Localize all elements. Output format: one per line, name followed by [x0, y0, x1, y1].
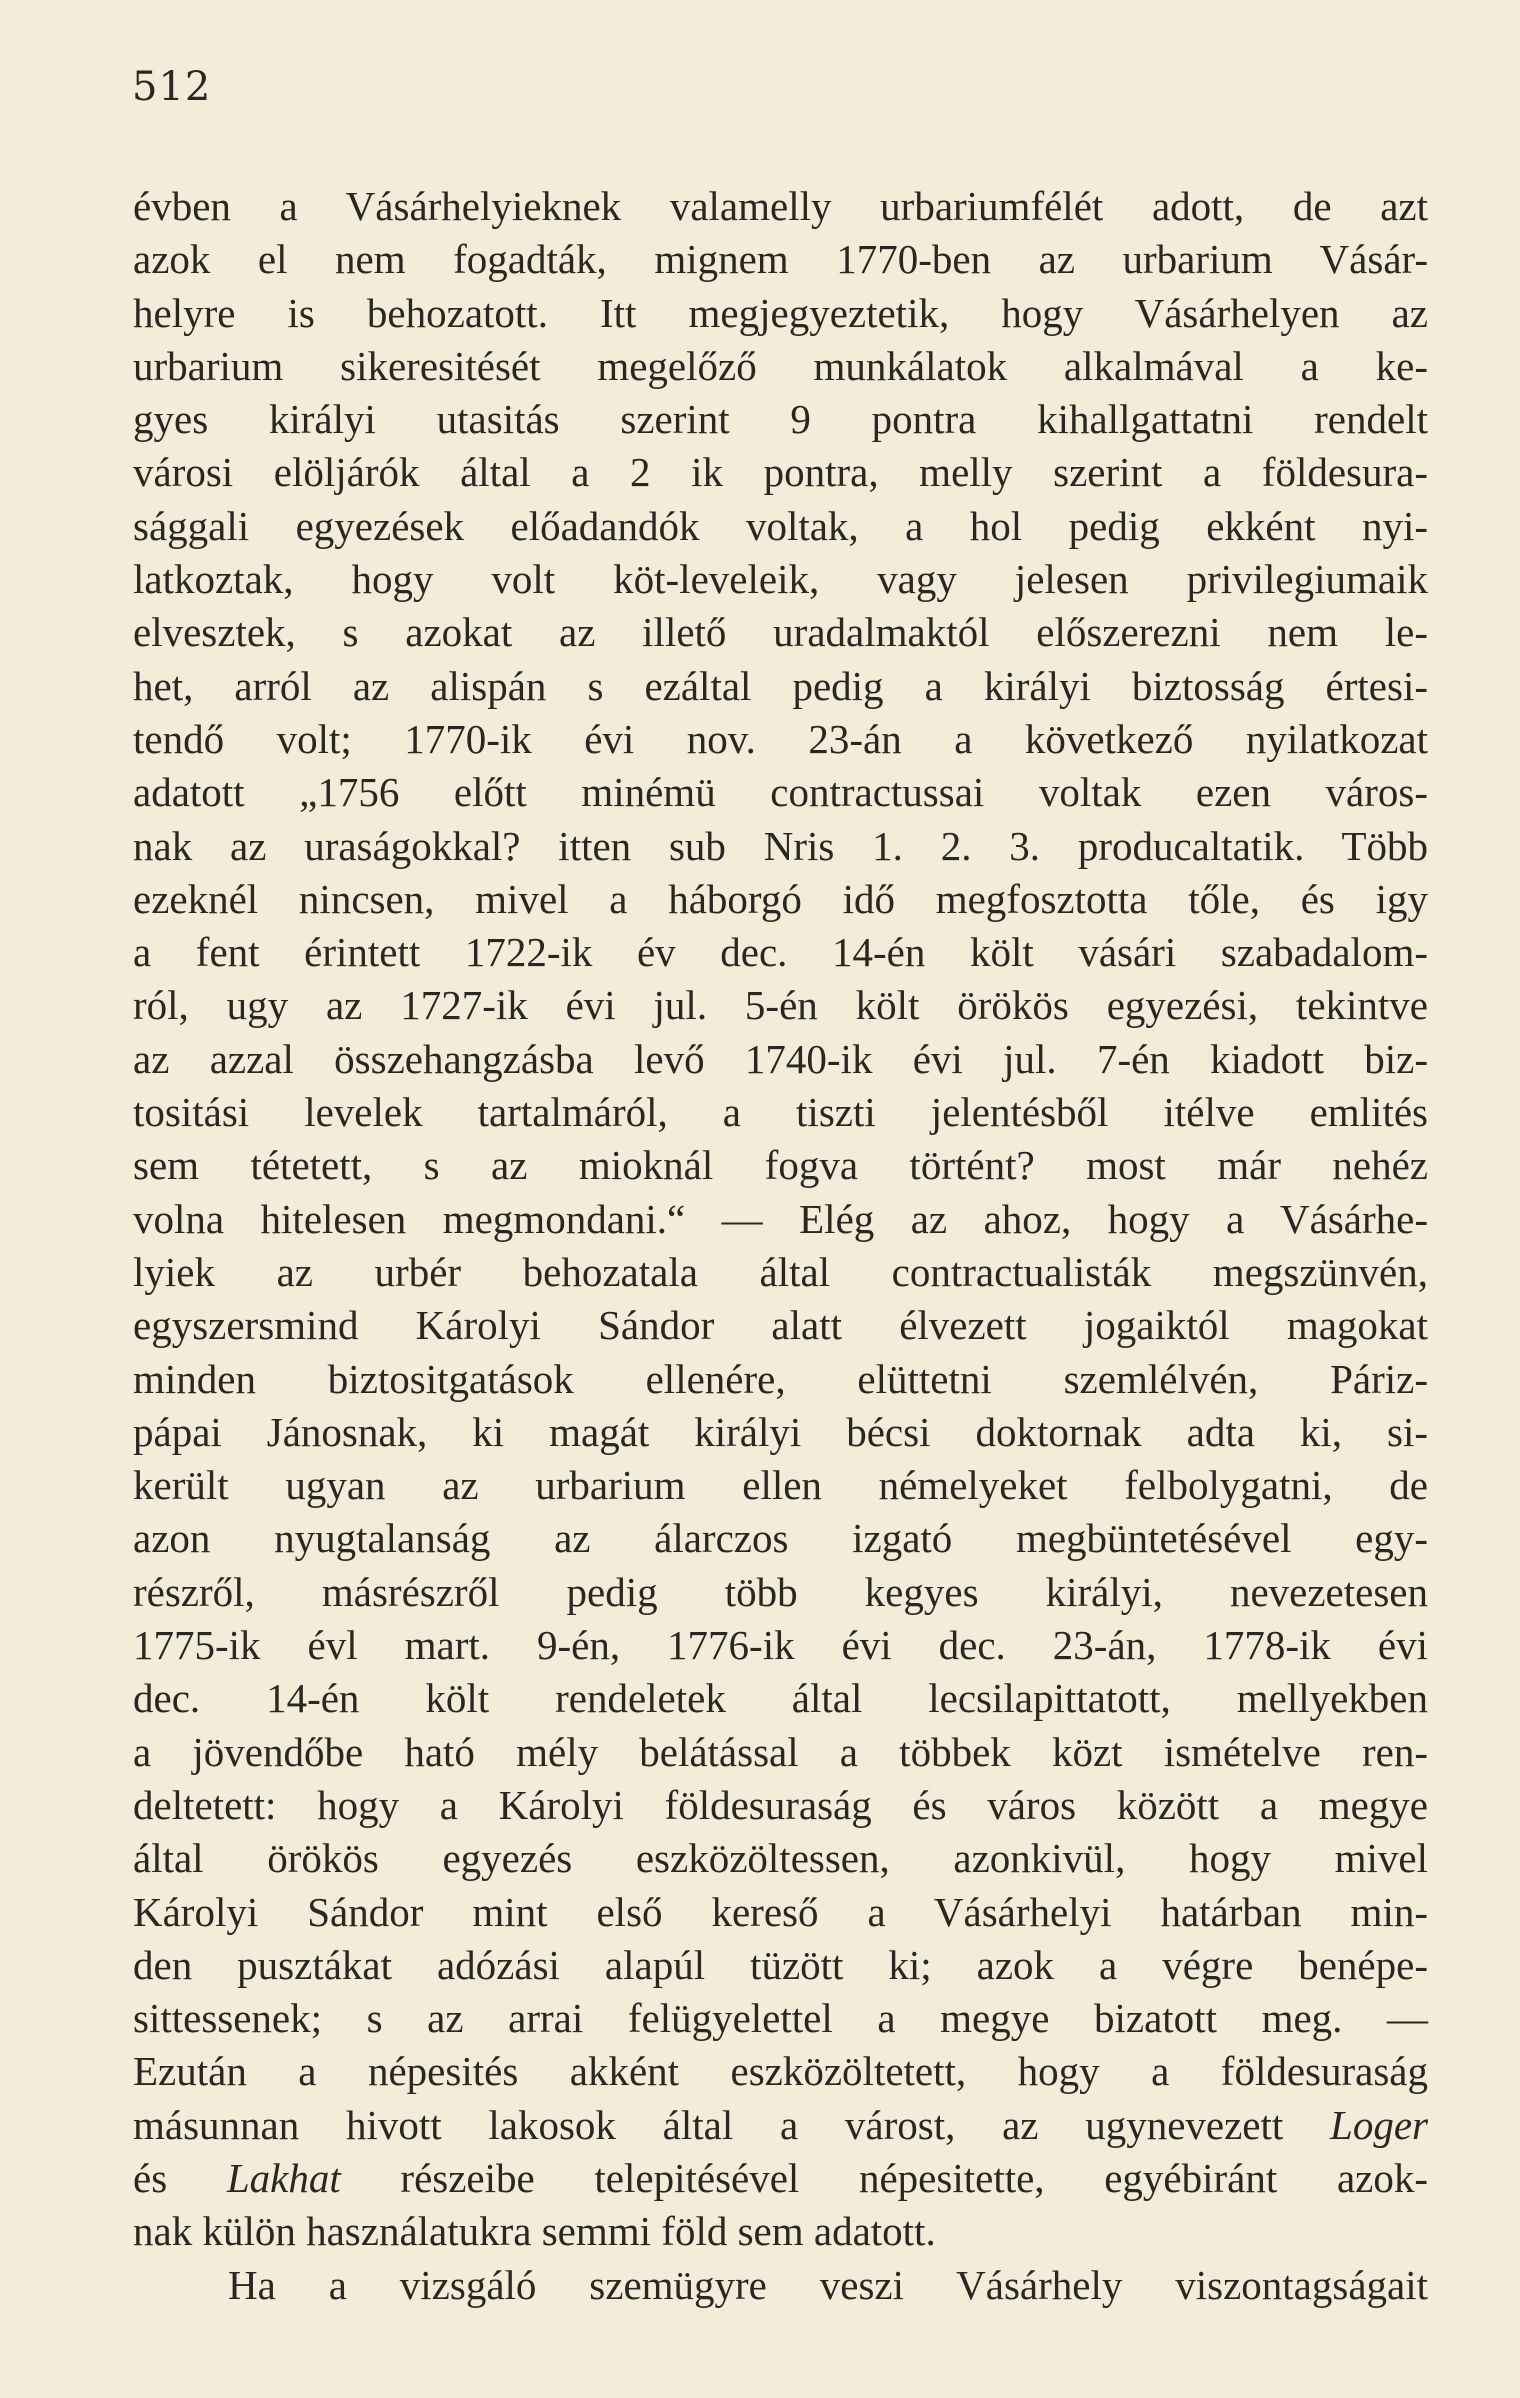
text-line: nak az uraságokkal? itten sub Nris 1. 2. 3. producaltatik. Több [133, 822, 1428, 869]
text-line: által örökös egyezés eszközöltessen, azonkivül, hogy mivel [133, 1835, 1428, 1882]
text-line: részről, másrészről pedig több kegyes királyi, nevezetesen [133, 1568, 1428, 1615]
text-line: és Lakhat részeibe telepitésével népesitette, egyébiránt azok- [133, 2154, 1428, 2201]
text-line: sittessenek; s az arrai felügyelettel a megye bizatott meg. — [133, 1995, 1428, 2042]
text-line: másunnan hivott lakosok által a várost, az ugynevezett Loger [133, 2101, 1428, 2148]
text-line: a jövendőbe ható mély belátással a többek közt ismételve ren- [133, 1728, 1428, 1775]
text-line: került ugyan az urbarium ellen némelyeket felbolygatni, de [133, 1462, 1428, 1509]
text-line: nak külön használatukra semmi föld sem adatott. [133, 2208, 936, 2255]
text-line: az azzal összehangzásba levő 1740-ik évi jul. 7-én kiadott biz- [133, 1035, 1428, 1082]
text-line: adatott „1756 előtt minémü contractussai voltak ezen város- [133, 769, 1428, 816]
body-text [133, 180, 1428, 2312]
text-line: városi elöljárók által a 2 ik pontra, melly szerint a földesura- [133, 449, 1428, 496]
text-line: Ezután a népesités akként eszközöltetett, hogy a földesuraság [133, 2048, 1428, 2095]
text-line: 1775-ik évl mart. 9-én, 1776-ik évi dec. 23-án, 1778-ik évi [133, 1622, 1428, 1669]
text-line: azok el nem fogadták, mignem 1770-ben az urbarium Vásár- [133, 236, 1428, 283]
text-line: helyre is behozatott. Itt megjegyeztetik, hogy Vásárhelyen az [133, 289, 1428, 336]
text-line: den pusztákat adózási alapúl tüzött ki; azok a végre benépe- [133, 1941, 1428, 1988]
text-line: lyiek az urbér behozatala által contractualisták megszünvén, [133, 1248, 1428, 1295]
text-line: gyes királyi utasitás szerint 9 pontra kihallgattatni rendelt [133, 396, 1428, 443]
text-line: urbarium sikeresitését megelőző munkálatok alkalmával a ke- [133, 342, 1428, 389]
text-line: ezeknél nincsen, mivel a háborgó idő megfosztotta tőle, és igy [133, 875, 1428, 922]
text-line: sággali egyezések előadandók voltak, a hol pedig ekként nyi- [133, 502, 1428, 549]
page-number: 512 [132, 64, 212, 110]
text-line: dec. 14-én költ rendeletek által lecsilapittatott, mellyekben [133, 1675, 1428, 1722]
text-line: elvesztek, s azokat az illető uradalmaktól előszerezni nem le- [133, 609, 1428, 656]
text-line: volna hitelesen megmondani.“ — Elég az ahoz, hogy a Vásárhe- [133, 1195, 1428, 1242]
text-line: Károlyi Sándor mint első kereső a Vásárhelyi határban min- [133, 1888, 1428, 1935]
text-line: azon nyugtalanság az álarczos izgató megbüntetésével egy- [133, 1515, 1428, 1562]
text-line: sem tétetett, s az mioknál fogva történt? most már nehéz [133, 1142, 1428, 1189]
text-line: a fent érintett 1722-ik év dec. 14-én költ vásári szabadalom- [133, 929, 1428, 976]
text-line: egyszersmind Károlyi Sándor alatt élvezett jogaiktól magokat [133, 1302, 1428, 1349]
italic-term: Lakhat [226, 2154, 341, 2201]
text-line: pápai Jánosnak, ki magát királyi bécsi doktornak adta ki, si- [133, 1408, 1428, 1455]
italic-term: Loger [1330, 2101, 1428, 2148]
text-line: deltetett: hogy a Károlyi földesuraság és város között a megye [133, 1781, 1428, 1828]
text-line-indented: Ha a vizsgáló szemügyre veszi Vásárhely viszontagságait [228, 2261, 1428, 2308]
text-line: latkoztak, hogy volt köt-leveleik, vagy jelesen privilegiumaik [133, 556, 1428, 603]
text-line: het, arról az alispán s ezáltal pedig a királyi biztosság értesi- [133, 662, 1428, 709]
text-line: tositási levelek tartalmáról, a tiszti jelentésből itélve emlités [133, 1089, 1428, 1136]
text-line: évben a Vásárhelyieknek valamelly urbariumfélét adott, de azt [133, 183, 1428, 229]
text-line: ról, ugy az 1727-ik évi jul. 5-én költ örökös egyezési, tekintve [133, 982, 1428, 1029]
text-line: tendő volt; 1770-ik évi nov. 23-án a következő nyilatkozat [133, 715, 1428, 762]
text-line: minden biztositgatások ellenére, elüttetni szemlélvén, Páriz- [133, 1355, 1428, 1402]
